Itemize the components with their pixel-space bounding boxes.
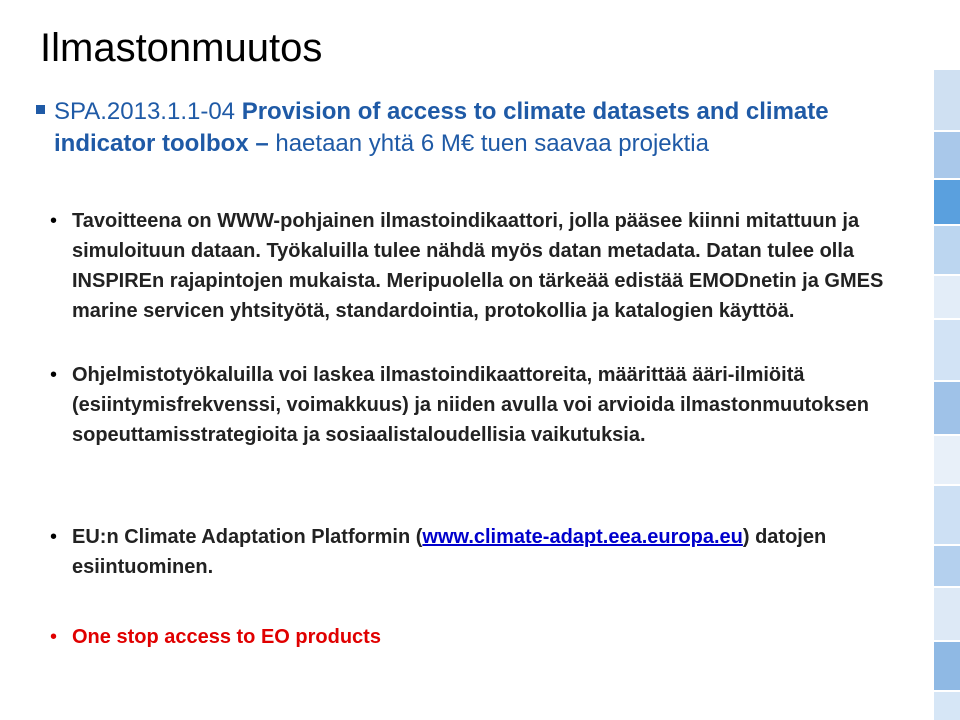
- bullet-dot-4: •: [50, 626, 58, 648]
- bullet-text-4: One stop access to EO products: [72, 626, 381, 648]
- bullet3-after: ) datojen esiintuominen.: [72, 526, 827, 578]
- tile: [934, 546, 960, 586]
- tile: [934, 276, 960, 318]
- subtitle: [54, 96, 924, 160]
- tile: [934, 588, 960, 640]
- bullet-text-2: Ohjelmistotyökaluilla voi laskea ilmastoindikaattoreita, määrittää ääri-ilmiöitä (esiintymisfrekvenssi, voimakkuus) ja niiden avulla voi arvioida ilmastonmuutoksen sopeuttamisstrategioita ja sosiaalistaloudellisia vaikutuksia.: [72, 364, 869, 446]
- subtitle-bold: Provision of access to climate datasets and climate indicator toolbox –: [54, 98, 829, 157]
- bullet-text-1: Tavoitteena on WWW-pohjainen ilmastoindikaattori, jolla pääsee kiinni mitattuun ja simuloituun dataan. Työkaluilla tulee nähdä myös datan metadata. Datan tulee olla INSPIREn rajapintojen mukaista. Meripuolella on tärkeää edistää EMODnetin ja GMES marine servicen yhtsityötä, standardointia, protokollia ja katalogien käyttöä.: [72, 210, 884, 322]
- tile: [934, 692, 960, 720]
- subtitle-suffix: haetaan yhtä 6 M€ tuen saavaa projektia: [275, 130, 709, 157]
- bullet-dot-2: •: [50, 364, 58, 386]
- tile: [934, 642, 960, 690]
- bullet-text-3: [72, 522, 932, 582]
- slide-title: Ilmastonmuutos: [40, 26, 323, 70]
- tile: [934, 70, 960, 130]
- subtitle-prefix: SPA.2013.1.1-04: [54, 98, 236, 125]
- tile: [934, 436, 960, 484]
- decorative-tiles: [934, 70, 960, 720]
- tile: [934, 132, 960, 178]
- tile: [934, 180, 960, 224]
- bullet3-before: EU:n Climate Adaptation Platformin (: [72, 526, 423, 548]
- subtitle-bullet-square: [36, 105, 45, 114]
- bullet-dot-1: •: [50, 210, 58, 232]
- climate-adapt-link[interactable]: www.climate-adapt.eea.europa.eu: [422, 526, 743, 548]
- tile: [934, 486, 960, 544]
- tile: [934, 226, 960, 274]
- bullet-dot-3: •: [50, 526, 58, 548]
- tile: [934, 382, 960, 434]
- tile: [934, 320, 960, 380]
